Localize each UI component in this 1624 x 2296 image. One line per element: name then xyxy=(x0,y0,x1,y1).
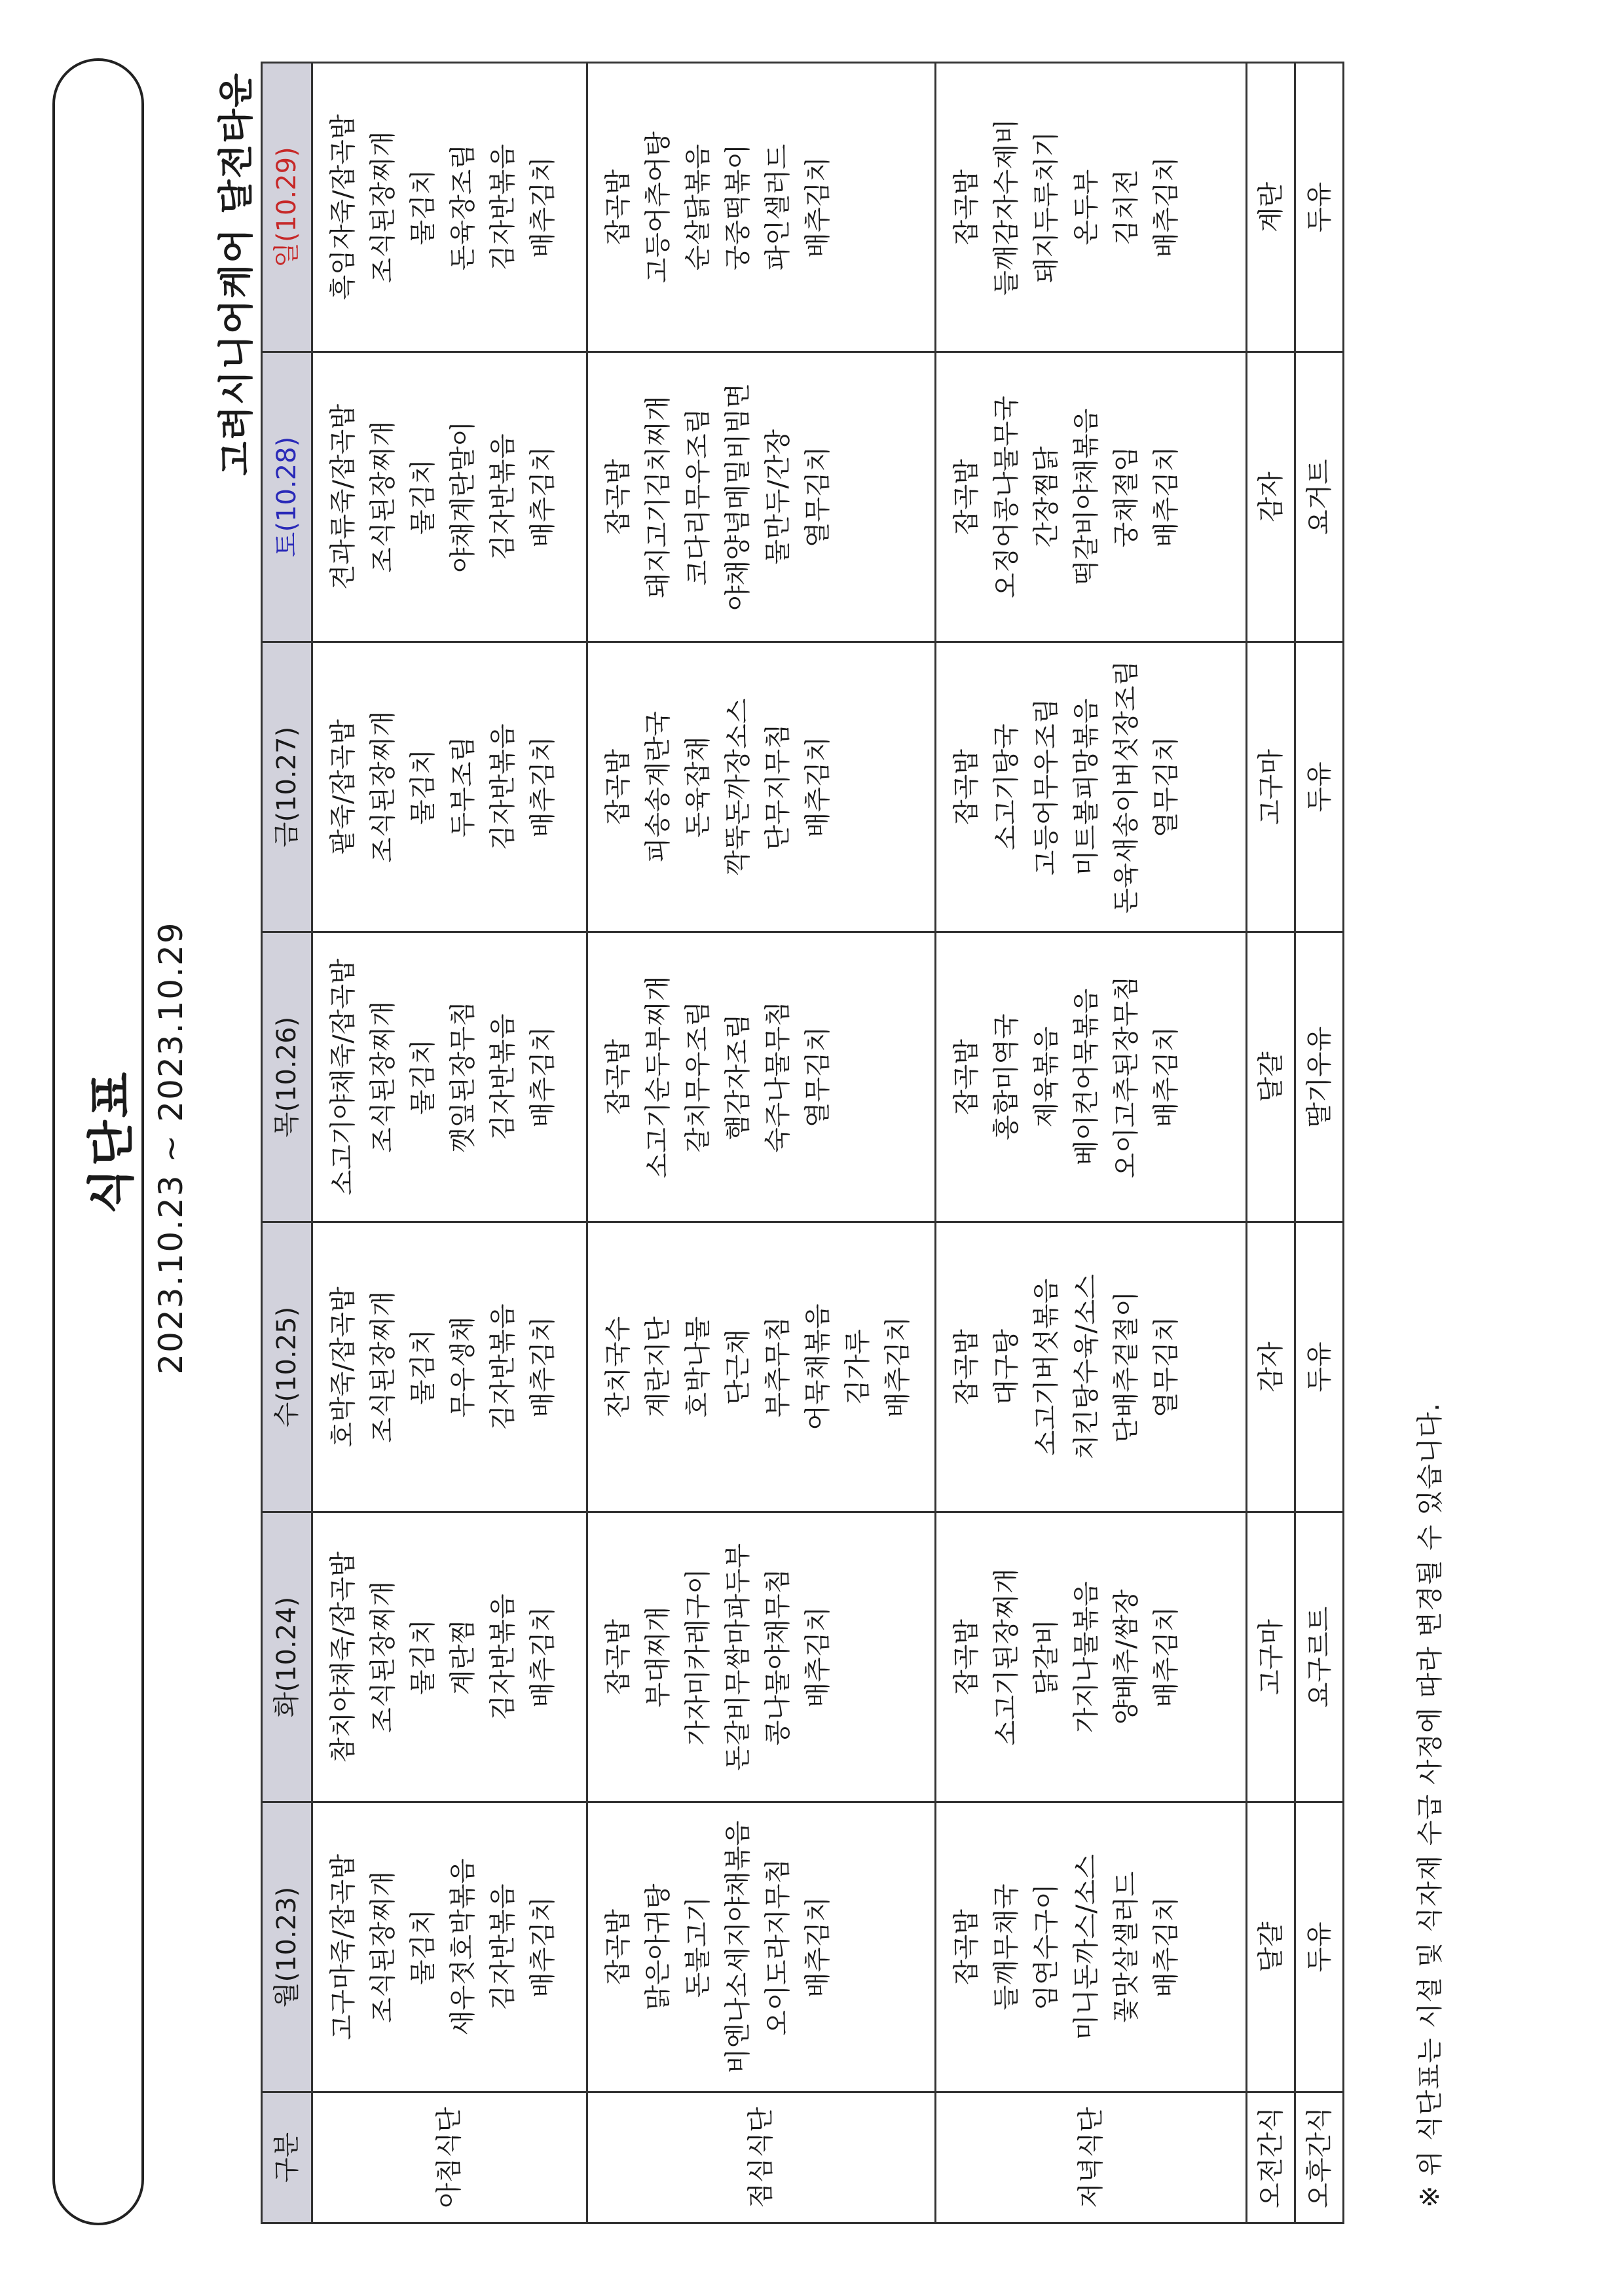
menu-cell xyxy=(587,63,936,352)
menu-cell xyxy=(587,1512,936,1802)
dish-item: 파인샐러드 xyxy=(763,143,793,271)
dish-item: 배추김치 xyxy=(528,156,558,258)
dish-item: 떡갈비야채볶음 xyxy=(1071,408,1101,586)
footnote: ※ 위 식단표는 시설 및 식자재 수급 사정에 따라 변경될 수 있습니다. xyxy=(1415,1402,1445,2208)
dish-item: 배추김치 xyxy=(803,156,833,258)
snack-cell: 감자 xyxy=(1247,1222,1295,1512)
dish-item: 잡곡밥 xyxy=(603,749,633,825)
dish-item: 조식된장찌개 xyxy=(368,131,398,283)
dish-item: 김자반볶음 xyxy=(488,143,518,271)
dish-item: 부추무침 xyxy=(763,1316,793,1418)
dish-item: 물김치 xyxy=(408,1619,438,1695)
menu-cell xyxy=(936,63,1247,352)
dish-item: 돼지고기김치찌개 xyxy=(643,395,673,598)
dish-item: 닭갈비 xyxy=(1031,1619,1061,1695)
snack-row-afternoon xyxy=(1295,63,1344,2223)
dish-item: 단근채 xyxy=(723,1329,753,1405)
meal-category-label: 아침식단 xyxy=(312,2092,587,2223)
dish-item: 잡곡밥 xyxy=(603,1909,633,1985)
page-title: 식단표 xyxy=(84,1069,139,1214)
snack-cell: 두유 xyxy=(1295,642,1344,932)
header-day: 화(10.24) xyxy=(262,1512,312,1802)
menu-cell xyxy=(312,63,587,352)
dish-item: 잡곡밥 xyxy=(603,1039,633,1115)
dish-item: 배추김치 xyxy=(1151,1606,1181,1708)
header-day: 목(10.26) xyxy=(262,932,312,1222)
snack-cell: 계란 xyxy=(1247,63,1295,352)
meal-category-label: 저녁식단 xyxy=(936,2092,1247,2223)
dish-item: 돈육잡채 xyxy=(683,736,713,838)
snack-category-label: 오전간식 xyxy=(1247,2092,1295,2223)
dish-item: 배추김치 xyxy=(528,1316,558,1418)
dish-item: 피송송계란국 xyxy=(643,711,673,863)
menu-cell xyxy=(312,1512,587,1802)
dish-item: 잡곡밥 xyxy=(603,169,633,246)
snack-cell: 요거트 xyxy=(1295,352,1344,642)
dish-item: 소고기버섯볶음 xyxy=(1031,1278,1061,1456)
dish-item: 궁채절임 xyxy=(1111,446,1141,548)
dish-item: 팥죽/잡곡밥 xyxy=(328,719,358,855)
header-day: 수(10.25) xyxy=(262,1222,312,1512)
snack-row-morning xyxy=(1247,63,1295,2223)
dish-item: 잡곡밥 xyxy=(603,1619,633,1695)
meal-row-breakfast xyxy=(312,63,587,2223)
dish-item: 배추김치 xyxy=(528,736,558,838)
menu-cell xyxy=(936,352,1247,642)
dish-item: 두부조림 xyxy=(448,736,478,838)
menu-cell xyxy=(312,642,587,932)
dish-item: 단무지무침 xyxy=(763,723,793,850)
meal-category-label: 점심식단 xyxy=(587,2092,936,2223)
menu-cell xyxy=(936,642,1247,932)
dish-item: 소고기야채죽/잡곡밥 xyxy=(328,958,358,1195)
menu-cell xyxy=(587,932,936,1222)
snack-cell: 감자 xyxy=(1247,352,1295,642)
dish-item: 물김치 xyxy=(408,1909,438,1985)
menu-cell xyxy=(936,932,1247,1222)
dish-item: 소고기탕국 xyxy=(991,723,1022,850)
menu-cell xyxy=(312,932,587,1222)
dish-item: 들깨감자수제비 xyxy=(991,118,1022,296)
meal-plan-table xyxy=(261,62,1344,2224)
dish-item: 배추김치 xyxy=(528,446,558,548)
dish-item: 흑임자죽/잡곡밥 xyxy=(328,114,358,301)
dish-item: 물김치 xyxy=(408,1039,438,1115)
dish-item: 갈치무우조림 xyxy=(683,1001,713,1153)
dish-item: 깍뚝돈까장소스 xyxy=(723,698,753,876)
dish-item: 고등어추어탕 xyxy=(643,131,673,283)
dish-item: 잡곡밥 xyxy=(951,749,982,825)
header-day-sunday: 일(10.29) xyxy=(262,63,312,352)
dish-item: 햄감자조림 xyxy=(723,1013,753,1140)
dish-item: 임연수구이 xyxy=(1031,1884,1061,2011)
dish-item: 새우젓호박볶음 xyxy=(448,1858,478,2036)
dish-item: 돈육새송이버섯장조림 xyxy=(1111,660,1141,914)
dish-item: 잡곡밥 xyxy=(951,1619,982,1695)
dish-item: 배추김치 xyxy=(803,1606,833,1708)
facility-name: 고려시니어케어 달전타운 xyxy=(215,72,257,476)
dish-item: 베이컨어묵볶음 xyxy=(1071,988,1101,1166)
snack-cell: 고구마 xyxy=(1247,1512,1295,1802)
dish-item: 조식된장찌개 xyxy=(368,1871,398,2023)
title-banner xyxy=(52,58,144,2225)
dish-item: 잡곡밥 xyxy=(951,1909,982,1985)
dish-item: 잡곡밥 xyxy=(951,459,982,535)
dish-item: 숙주나물무침 xyxy=(763,1001,793,1153)
dish-item: 계란지단 xyxy=(643,1316,673,1418)
snack-cell: 달걀 xyxy=(1247,932,1295,1222)
dish-item: 가지나물볶음 xyxy=(1071,1581,1101,1733)
dish-item: 미니돈까스/소스 xyxy=(1071,1854,1101,2040)
dish-item: 들깨무채국 xyxy=(991,1884,1022,2011)
dish-item: 김자반볶음 xyxy=(488,1884,518,2011)
meal-body xyxy=(312,63,1344,2223)
dish-item: 소고기순두부찌개 xyxy=(643,975,673,1178)
meal-row-lunch xyxy=(587,63,936,2223)
dish-item: 호박나물 xyxy=(683,1316,713,1418)
dish-item: 김자반볶음 xyxy=(488,723,518,850)
dish-item: 잔치국수 xyxy=(603,1316,633,1418)
menu-cell xyxy=(587,1222,936,1512)
dish-item: 잡곡밥 xyxy=(951,1039,982,1115)
dish-item: 부대찌개 xyxy=(643,1606,673,1708)
date-range: 2023.10.23 ~ 2023.10.29 xyxy=(152,921,190,1375)
dish-item: 계란찜 xyxy=(448,1619,478,1695)
dish-item: 제육볶음 xyxy=(1031,1026,1061,1128)
dish-item: 깻잎된장무침 xyxy=(448,1001,478,1153)
dish-item: 열무김치 xyxy=(1151,736,1181,838)
dish-item: 소고기된장찌개 xyxy=(991,1568,1022,1746)
dish-item: 야채계란말이 xyxy=(448,421,478,573)
dish-item: 미트볼피망볶음 xyxy=(1071,698,1101,876)
dish-item: 참치야채죽/잡곡밥 xyxy=(328,1551,358,1763)
dish-item: 물김치 xyxy=(408,169,438,246)
dish-item: 잡곡밥 xyxy=(951,1329,982,1405)
dish-item: 김자반볶음 xyxy=(488,1594,518,1721)
header-row xyxy=(262,63,312,2223)
dish-item: 호박죽/잡곡밥 xyxy=(328,1286,358,1448)
snack-category-label: 오후간식 xyxy=(1295,2092,1344,2223)
dish-item: 배추김치 xyxy=(803,1896,833,1998)
dish-item: 치킨탕수육/소스 xyxy=(1071,1274,1101,1460)
dish-item: 단배추겉절이 xyxy=(1111,1291,1141,1443)
header-category: 구분 xyxy=(262,2092,312,2223)
dish-item: 가자미카레구이 xyxy=(683,1568,713,1746)
dish-item: 잡곡밥 xyxy=(951,169,982,246)
dish-item: 배추김치 xyxy=(1151,446,1181,548)
dish-item: 조식된장찌개 xyxy=(368,1581,398,1733)
menu-cell xyxy=(936,1512,1247,1802)
dish-item: 돈불고기 xyxy=(683,1896,713,1998)
menu-cell xyxy=(936,1222,1247,1512)
dish-item: 돼지두루치기 xyxy=(1031,131,1061,283)
dish-item: 물김치 xyxy=(408,1329,438,1405)
dish-item: 야채양념메밀비빔면 xyxy=(723,383,753,611)
dish-item: 돈육장조림 xyxy=(448,143,478,271)
header-day-saturday: 토(10.28) xyxy=(262,352,312,642)
dish-item: 배추김치 xyxy=(528,1896,558,1998)
dish-item: 배추김치 xyxy=(528,1026,558,1128)
dish-item: 김치전 xyxy=(1111,169,1141,246)
dish-item: 홍합미역국 xyxy=(991,1013,1022,1140)
meal-row-dinner xyxy=(936,63,1247,2223)
dish-item: 궁중떡볶이 xyxy=(723,143,753,271)
header-day: 금(10.27) xyxy=(262,642,312,932)
snack-cell: 요구르트 xyxy=(1295,1512,1344,1802)
dish-item: 고등어무우조림 xyxy=(1031,698,1061,876)
dish-item: 열무김치 xyxy=(803,1026,833,1128)
dish-item: 꽃맛살샐러드 xyxy=(1111,1871,1141,2023)
dish-item: 간장찜닭 xyxy=(1031,446,1061,548)
snack-cell: 두유 xyxy=(1295,63,1344,352)
dish-item: 배추김치 xyxy=(528,1606,558,1708)
dish-item: 오이도라지무침 xyxy=(763,1858,793,2036)
dish-item: 배추김치 xyxy=(883,1316,913,1418)
dish-item: 조식된장찌개 xyxy=(368,1291,398,1443)
dish-item: 오징어콩나물무국 xyxy=(991,395,1022,598)
dish-item: 배추김치 xyxy=(1151,156,1181,258)
dish-item: 대구탕 xyxy=(991,1329,1022,1405)
dish-item: 배추김치 xyxy=(1151,1026,1181,1128)
dish-item: 순살닭볶음 xyxy=(683,143,713,271)
dish-item: 김자반볶음 xyxy=(488,433,518,560)
dish-item: 콩나물야채무침 xyxy=(763,1568,793,1746)
menu-cell xyxy=(587,1802,936,2092)
dish-item: 배추김치 xyxy=(1151,1896,1181,1998)
dish-item: 조식된장찌개 xyxy=(368,711,398,863)
dish-item: 온두부 xyxy=(1071,169,1101,246)
dish-item: 김가루 xyxy=(843,1329,873,1405)
dish-item: 맑은아귀탕 xyxy=(643,1884,673,2011)
dish-item: 비엔나소세지야채볶음 xyxy=(723,1820,753,2074)
dish-item: 열무김치 xyxy=(803,446,833,548)
dish-item: 조식된장찌개 xyxy=(368,421,398,573)
dish-item: 배추김치 xyxy=(803,736,833,838)
menu-cell xyxy=(587,352,936,642)
dish-item: 김자반볶음 xyxy=(488,1303,518,1430)
dish-item: 물만두/간장 xyxy=(763,429,793,565)
dish-item: 무우생채 xyxy=(448,1316,478,1418)
snack-cell: 두유 xyxy=(1295,1222,1344,1512)
dish-item: 돈갈비무쌈마파두부 xyxy=(723,1543,753,1771)
dish-item: 김자반볶음 xyxy=(488,1013,518,1140)
dish-item: 양배추/쌈장 xyxy=(1111,1589,1141,1725)
snack-cell: 딸기우유 xyxy=(1295,932,1344,1222)
snack-cell: 고구마 xyxy=(1247,642,1295,932)
header-day: 월(10.23) xyxy=(262,1802,312,2092)
dish-item: 물김치 xyxy=(408,459,438,535)
menu-cell xyxy=(587,642,936,932)
snack-cell: 두유 xyxy=(1295,1802,1344,2092)
menu-cell xyxy=(312,1222,587,1512)
dish-item: 고구마죽/잡곡밥 xyxy=(328,1854,358,2040)
dish-item: 어묵채볶음 xyxy=(803,1303,833,1430)
dish-item: 물김치 xyxy=(408,749,438,825)
dish-item: 코다리무우조림 xyxy=(683,408,713,586)
menu-cell xyxy=(936,1802,1247,2092)
dish-item: 오이고추된장무침 xyxy=(1111,975,1141,1178)
dish-item: 잡곡밥 xyxy=(603,459,633,535)
dish-item: 조식된장찌개 xyxy=(368,1001,398,1153)
snack-cell: 달걀 xyxy=(1247,1802,1295,2092)
dish-item: 견과류죽/잡곡밥 xyxy=(328,404,358,590)
menu-cell xyxy=(312,352,587,642)
menu-cell xyxy=(312,1802,587,2092)
dish-item: 열무김치 xyxy=(1151,1316,1181,1418)
